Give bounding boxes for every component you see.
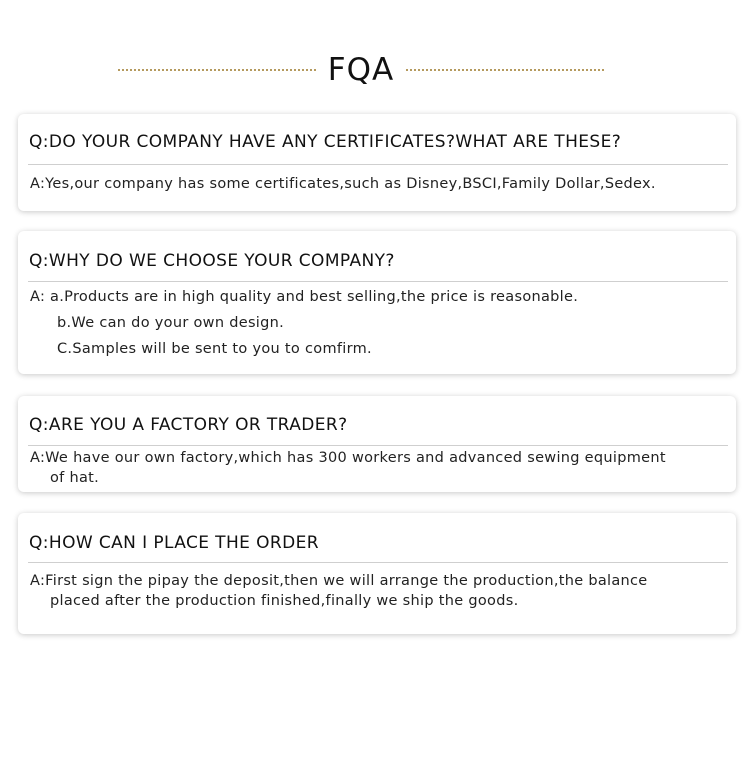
faq-card-certificates — [18, 114, 736, 211]
page-title: FQA — [327, 52, 395, 88]
faq-answer-line: placed after the production finished,finally we ship the goods. — [50, 593, 519, 609]
faq-question: Q:DO YOUR COMPANY HAVE ANY CERTIFICATES?WHAT ARE THESE? — [29, 132, 622, 152]
faq-header — [0, 48, 750, 92]
faq-question: Q:HOW CAN I PLACE THE ORDER — [29, 533, 319, 553]
faq-card-place-order — [18, 513, 736, 634]
dotted-divider-right — [406, 69, 604, 71]
faq-divider — [28, 562, 728, 563]
faq-divider — [28, 164, 728, 165]
faq-answer-line: C.Samples will be sent to you to comfirm. — [57, 341, 372, 357]
faq-card-why-choose — [18, 231, 736, 374]
faq-answer — [30, 571, 720, 611]
faq-answer-line: A:Yes,our company has some certificates,such as Disney,BSCI,Family Dollar,Sedex. — [30, 176, 656, 192]
faq-question: Q:ARE YOU A FACTORY OR TRADER? — [29, 415, 348, 435]
dotted-divider-left — [118, 69, 316, 71]
faq-answer-line: A: a.Products are in high quality and best selling,the price is reasonable. — [30, 289, 579, 305]
faq-answer-line: A:We have our own factory,which has 300 workers and advanced sewing equipment — [30, 450, 666, 466]
faq-answer — [30, 174, 720, 194]
faq-divider — [28, 281, 728, 282]
faq-card-factory-or-trader — [18, 396, 736, 492]
faq-divider — [28, 445, 728, 446]
faq-answer — [30, 448, 720, 488]
faq-answer-line: b.We can do your own design. — [57, 315, 285, 331]
faq-question: Q:WHY DO WE CHOOSE YOUR COMPANY? — [29, 251, 395, 271]
faq-answer-line: of hat. — [50, 470, 100, 486]
faq-answer-line: A:First sign the pipay the deposit,then we will arrange the production,the balance — [30, 573, 648, 589]
